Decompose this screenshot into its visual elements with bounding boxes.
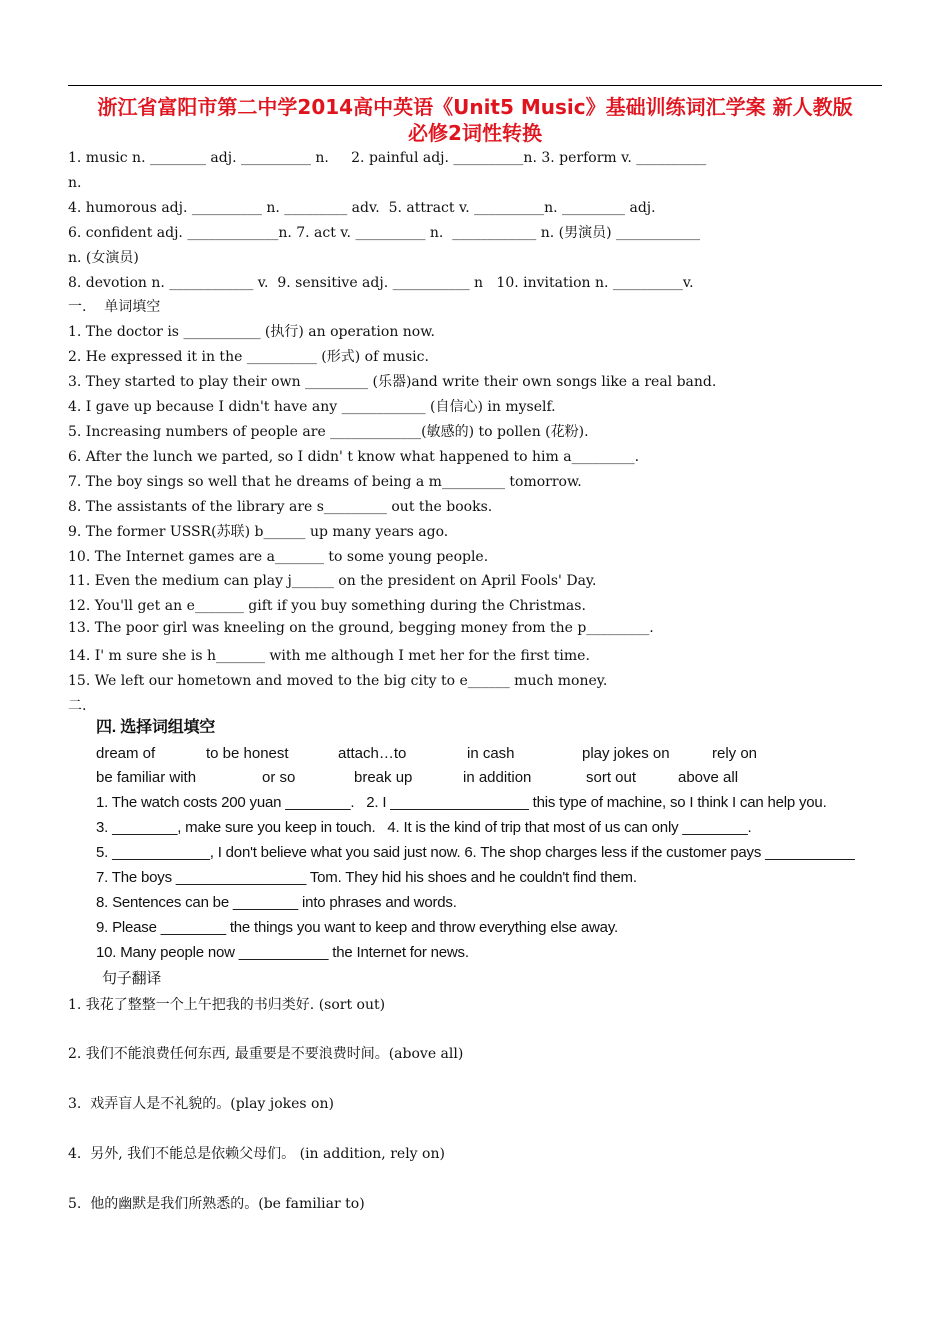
exercise-item: 3. ________, make sure you keep in touch. 4. It is the kind of trip that most of us can only ________. bbox=[96, 819, 752, 836]
word-form-line: 1. music n. ________ adj. __________ n. 2. painful adj. __________n. 3. perform v. __________ bbox=[68, 150, 707, 166]
phrase-option: sort out bbox=[586, 769, 637, 786]
exercise-item: 9. Please ________ the things you want to keep and throw everything else away. bbox=[96, 919, 618, 936]
translation-item: 2. 我们不能浪费任何东西, 最重要是不要浪费时间。(above all) bbox=[68, 1046, 464, 1062]
exercise-item: 8. The assistants of the library are s_________ out the books. bbox=[68, 499, 493, 515]
exercise-item: 4. I gave up because I didn't have any ____________ (自信心) in myself. bbox=[68, 399, 556, 415]
section-heading: 四. 选择词组填空 bbox=[96, 719, 216, 736]
exercise-item: 7. The boy sings so well that he dreams of being a m_________ tomorrow. bbox=[68, 474, 582, 490]
exercise-item: 5. Increasing numbers of people are _____________(敏感的) to pollen (花粉). bbox=[68, 424, 589, 440]
phrase-option: in cash bbox=[467, 745, 515, 762]
phrase-option: in addition bbox=[463, 769, 532, 786]
exercise-item: 1. The watch costs 200 yuan ________. 2. I _________________ this type of machine, so I think I can help you. bbox=[96, 794, 827, 811]
word-form-line: n. (女演员) bbox=[68, 250, 139, 266]
phrase-option: to be honest bbox=[206, 745, 289, 762]
phrase-option: play jokes on bbox=[582, 745, 670, 762]
phrase-option: be familiar with bbox=[96, 769, 197, 786]
phrase-option: rely on bbox=[712, 745, 758, 762]
section-heading: 句子翻译 bbox=[102, 970, 162, 987]
section-label: 二. bbox=[68, 698, 87, 714]
translation-item: 3. 戏弄盲人是不礼貌的。(play jokes on) bbox=[68, 1096, 334, 1112]
word-form-line: 6. confident adj. _____________n. 7. act v. __________ n. ____________ n. (男演员) ____________ bbox=[68, 225, 701, 241]
phrase-option: or so bbox=[262, 769, 296, 786]
exercise-item: 6. After the lunch we parted, so I didn' t know what happened to him a_________. bbox=[68, 449, 640, 465]
exercise-item: 15. We left our hometown and moved to the big city to e______ much money. bbox=[68, 673, 608, 689]
exercise-item: 10. Many people now ___________ the Internet for news. bbox=[96, 944, 469, 961]
phrase-option: attach…to bbox=[338, 745, 407, 762]
exercise-item: 13. The poor girl was kneeling on the ground, begging money from the p_________. bbox=[68, 620, 654, 636]
exercise-item: 8. Sentences can be ________ into phrases and words. bbox=[96, 894, 457, 911]
section-heading: 一. 单词填空 bbox=[68, 299, 161, 315]
word-form-line: 4. humorous adj. __________ n. _________ adv. 5. attract v. __________n. _________ adj. bbox=[68, 200, 656, 216]
exercise-item: 3. They started to play their own _________ (乐器)and write their own songs like a real band. bbox=[68, 374, 717, 390]
exercise-item: 5. ____________, I don't believe what you said just now. 6. The shop charges less if the customer pays ___________ bbox=[96, 844, 855, 861]
document-title: 浙江省富阳市第二中学2014高中英语《Unit5 Music》基础训练词汇学案 新人教版 bbox=[97, 95, 853, 119]
exercise-item: 11. Even the medium can play j______ on the president on April Fools' Day. bbox=[68, 573, 597, 589]
document-subtitle: 必修2词性转换 bbox=[408, 121, 542, 145]
exercise-item: 1. The doctor is ___________ (执行) an operation now. bbox=[68, 324, 436, 340]
word-form-line: 8. devotion n. ____________ v. 9. sensitive adj. ___________ n 10. invitation n. __________v. bbox=[68, 275, 694, 291]
word-form-line: n. bbox=[68, 175, 82, 191]
exercise-item: 14. I' m sure she is h_______ with me although I met her for the first time. bbox=[68, 648, 590, 664]
phrase-option: dream of bbox=[96, 745, 156, 762]
top-rule bbox=[68, 85, 882, 86]
exercise-item: 12. You'll get an e_______ gift if you buy something during the Christmas. bbox=[68, 598, 586, 614]
translation-item: 1. 我花了整整一个上午把我的书归类好. (sort out) bbox=[68, 997, 386, 1013]
exercise-item: 9. The former USSR(苏联) b______ up many years ago. bbox=[68, 524, 449, 540]
translation-item: 4. 另外, 我们不能总是依赖父母们。 (in addition, rely on) bbox=[68, 1146, 445, 1162]
exercise-item: 2. He expressed it in the __________ (形式) of music. bbox=[68, 349, 429, 365]
exercise-item: 7. The boys ________________ Tom. They hid his shoes and he couldn't find them. bbox=[96, 869, 637, 886]
exercise-item: 10. The Internet games are a_______ to some young people. bbox=[68, 549, 489, 565]
translation-item: 5. 他的幽默是我们所熟悉的。(be familiar to) bbox=[68, 1196, 365, 1212]
phrase-option: above all bbox=[678, 769, 739, 786]
phrase-option: break up bbox=[354, 769, 413, 786]
